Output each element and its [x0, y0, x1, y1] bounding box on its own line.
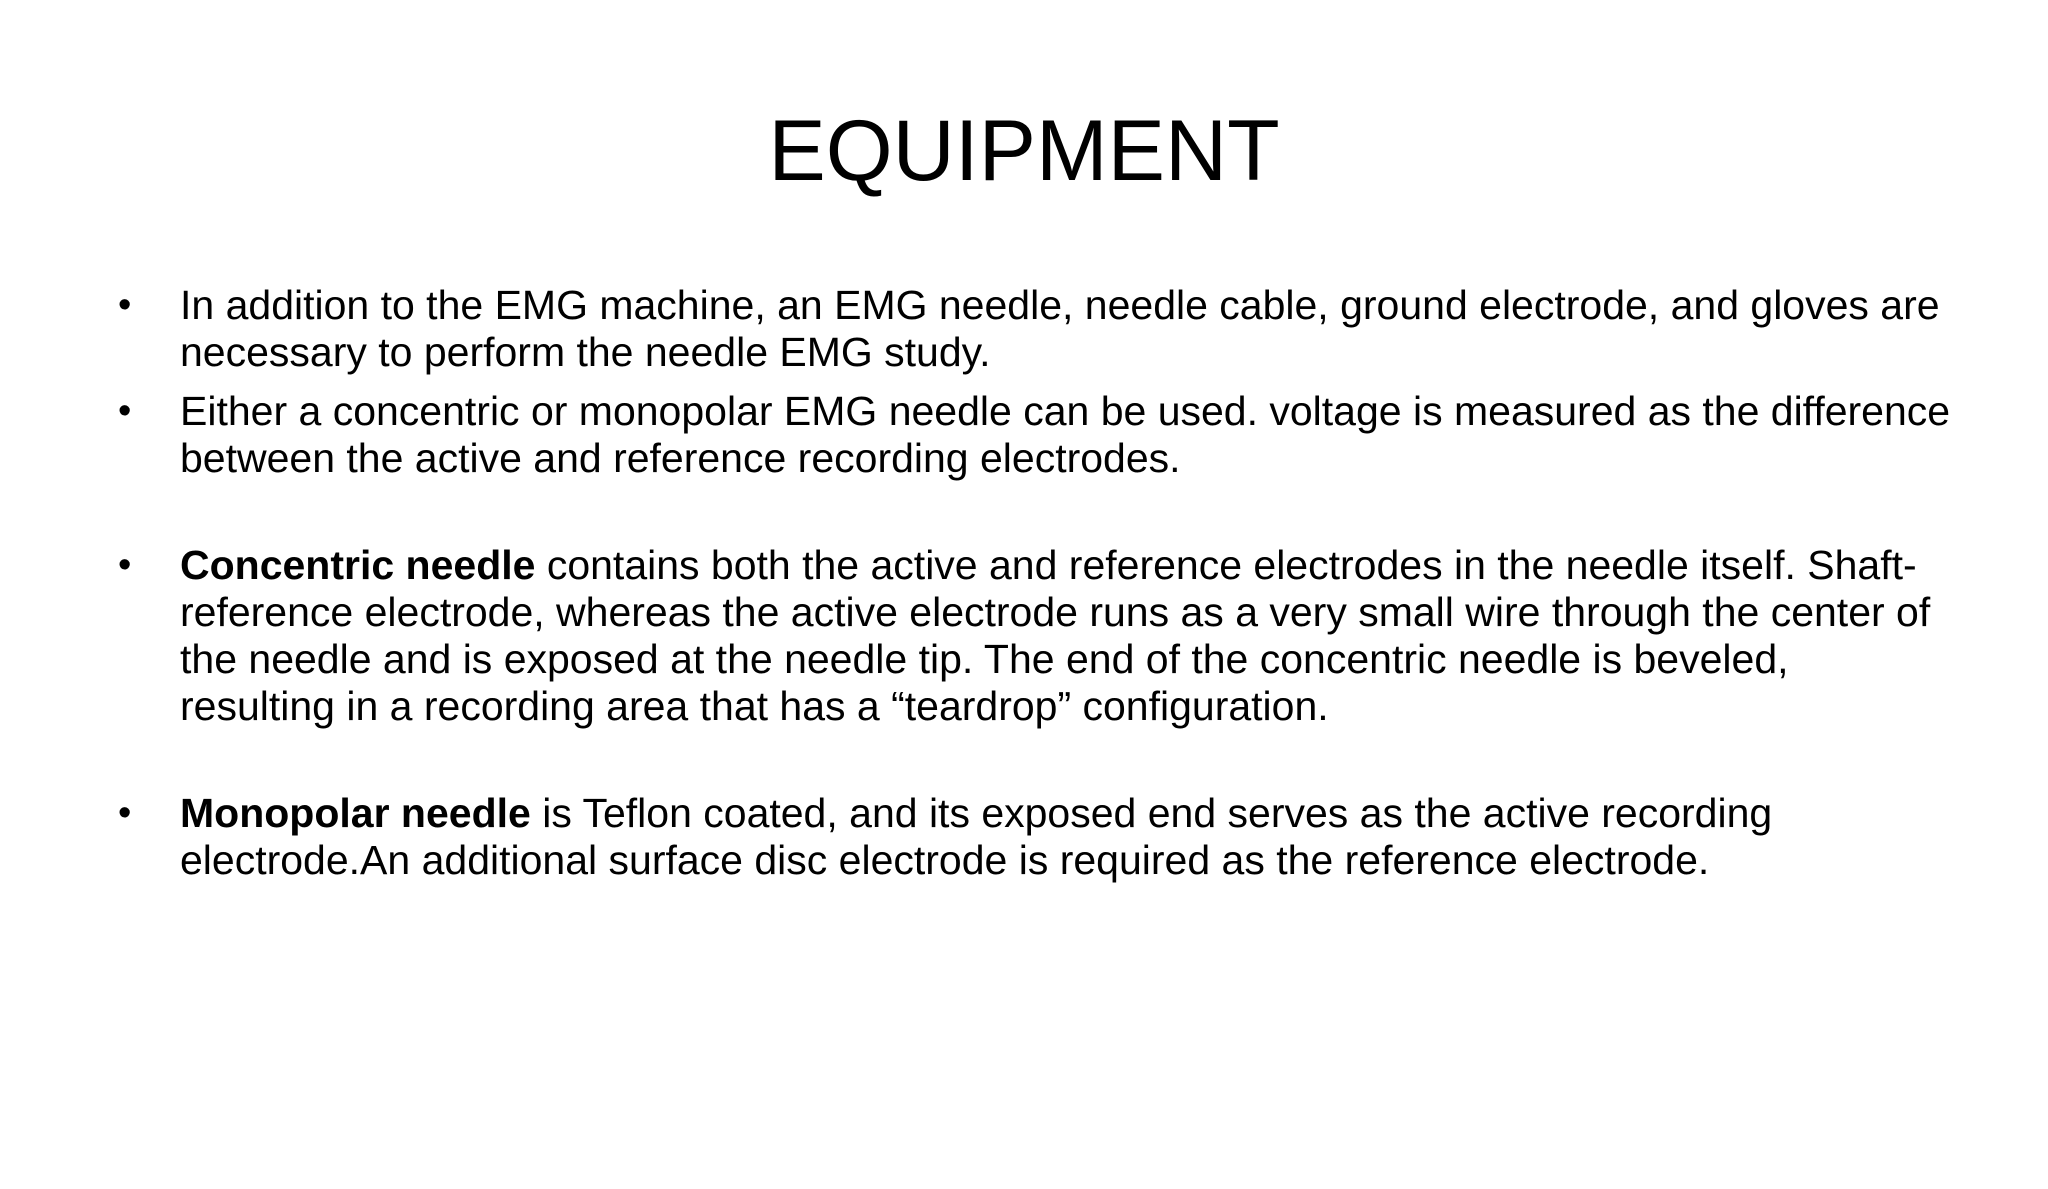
- bullet-item: [112, 282, 1952, 376]
- bullet-list: [112, 282, 1952, 884]
- bullet-dot-icon: •: [118, 544, 132, 586]
- bullet-lead-term: Concentric needle: [180, 542, 536, 588]
- bullet-item: [112, 388, 1952, 482]
- bullet-dot-icon: •: [118, 792, 132, 834]
- slide-title: EQUIPMENT: [768, 103, 1280, 199]
- bullet-text: contains both the active and reference electrodes in the needle itself. Shaft-reference electrode, whereas the active electrode runs as a very small wire through the center of the needle and is exposed at the needle tip. The end of the concentric needle is beveled, resulting in a recording area that has a “teardrop” configuration.: [180, 542, 1931, 729]
- bullet-text: is Teflon coated, and its exposed end serves as the active recording electrode.An additional surface disc electrode is required as the reference electrode.: [180, 790, 1773, 883]
- bullet-item: [112, 790, 1952, 884]
- bullet-dot-icon: •: [118, 284, 132, 326]
- bullet-text: In addition to the EMG machine, an EMG needle, needle cable, ground electrode, and gloves are necessary to perform the needle EMG study.: [180, 282, 1940, 375]
- bullet-lead-term: Monopolar needle: [180, 790, 531, 836]
- bullet-text: Either a concentric or monopolar EMG needle can be used. voltage is measured as the difference between the active and reference recording electrodes.: [180, 388, 1951, 481]
- bullet-item: [112, 542, 1952, 730]
- bullet-dot-icon: •: [118, 390, 132, 432]
